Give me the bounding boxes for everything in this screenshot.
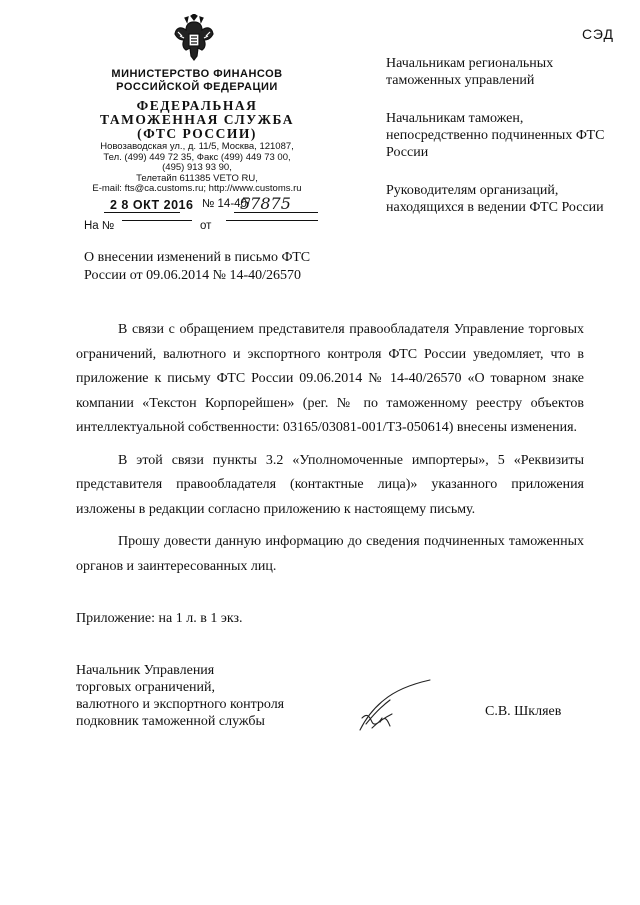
letter-subject: О внесении изменений в письмо ФТС России от 09.06.2014 № 14-40/26570 <box>84 250 311 283</box>
signer-position-line: подковник таможенной службы <box>76 714 265 729</box>
date-underline <box>104 212 180 213</box>
contact-phone-2: (495) 913 93 90, <box>162 162 232 173</box>
ministry-line-2: РОССИЙСКОЙ ФЕДЕРАЦИИ <box>116 81 278 93</box>
service-name <box>72 99 322 141</box>
contact-details <box>72 142 322 195</box>
service-line-2: ТАМОЖЕННАЯ СЛУЖБА <box>100 112 294 127</box>
attachment-note: Приложение: на 1 л. в 1 экз. <box>76 611 243 626</box>
registration-number-handwritten: 57875 <box>240 194 291 213</box>
service-line-3: (ФТС РОССИИ) <box>137 126 257 141</box>
addressees-block <box>386 55 616 237</box>
contact-phone: Тел. (499) 449 72 35, Факс (499) 449 73 00, <box>103 151 291 163</box>
number-underline <box>234 212 318 213</box>
reference-date-blank <box>226 220 318 221</box>
contact-email-web: E-mail: fts@ca.customs.ru; http://www.customs.ru <box>92 183 302 194</box>
addressee: Начальникам таможен, непосредственно подчиненных ФТС России <box>386 111 605 160</box>
body-paragraph: В связи с обращением представителя правообладателя Управление торговых ограничений, валютного и экспортного контроля ФТС России уведомляет, что в приложение к письму ФТС России 09.06.2014 № 14-40/26570 «О товарном знаке компании «Текстон Корпорейшен» (рег. № по таможенному реестру объектов интеллектуальной собственности: 03165/03081-001/ТЗ-050614) внесены изменения. <box>76 322 584 435</box>
body-paragraph: Прошу довести данную информацию до сведения подчиненных таможенных органов и заинтересованных лиц. <box>76 534 584 574</box>
body-paragraph: В этой связи пункты 3.2 «Уполномоченные импортеры», 5 «Реквизиты представителя правообладателя (контактные лица)» указанного приложения изложены в редакции согласно приложению к настоящему письму. <box>76 452 584 517</box>
addressee: Начальникам региональных таможенных управлений <box>386 56 554 88</box>
registration-number-label: № 14-40/ <box>202 198 251 210</box>
signer-position-line: торговых ограничений, <box>76 680 216 695</box>
signer-position-line: Начальник Управления <box>76 663 215 678</box>
contact-teletype: Телетайп 611385 VETO RU, <box>136 172 258 184</box>
addressee: Руководителям организаций, находящихся в ведении ФТС России <box>386 183 604 215</box>
signer-position-line: валютного и экспортного контроля <box>76 697 285 712</box>
signer-position <box>76 662 316 730</box>
reference-from-label: от <box>200 220 212 232</box>
registration-date: 2 8 ОКТ 2016 <box>110 198 194 212</box>
reference-number-blank <box>122 220 192 221</box>
service-line-1: ФЕДЕРАЛЬНАЯ <box>136 98 258 113</box>
signer-name: С.В. Шкляев <box>485 704 562 719</box>
contact-address: Новозаводская ул., д. 11/5, Москва, 121087, <box>100 141 294 152</box>
coat-of-arms-emblem <box>174 14 214 64</box>
reference-row <box>84 220 324 238</box>
ministry-name <box>72 68 322 94</box>
reference-number-label: На № <box>84 220 115 232</box>
registration-row <box>84 196 324 216</box>
letter-body <box>76 318 584 587</box>
handwritten-signature <box>356 678 446 732</box>
sed-mark: СЭД <box>581 26 614 42</box>
ministry-line-1: МИНИСТЕРСТВО ФИНАНСОВ <box>111 68 283 80</box>
